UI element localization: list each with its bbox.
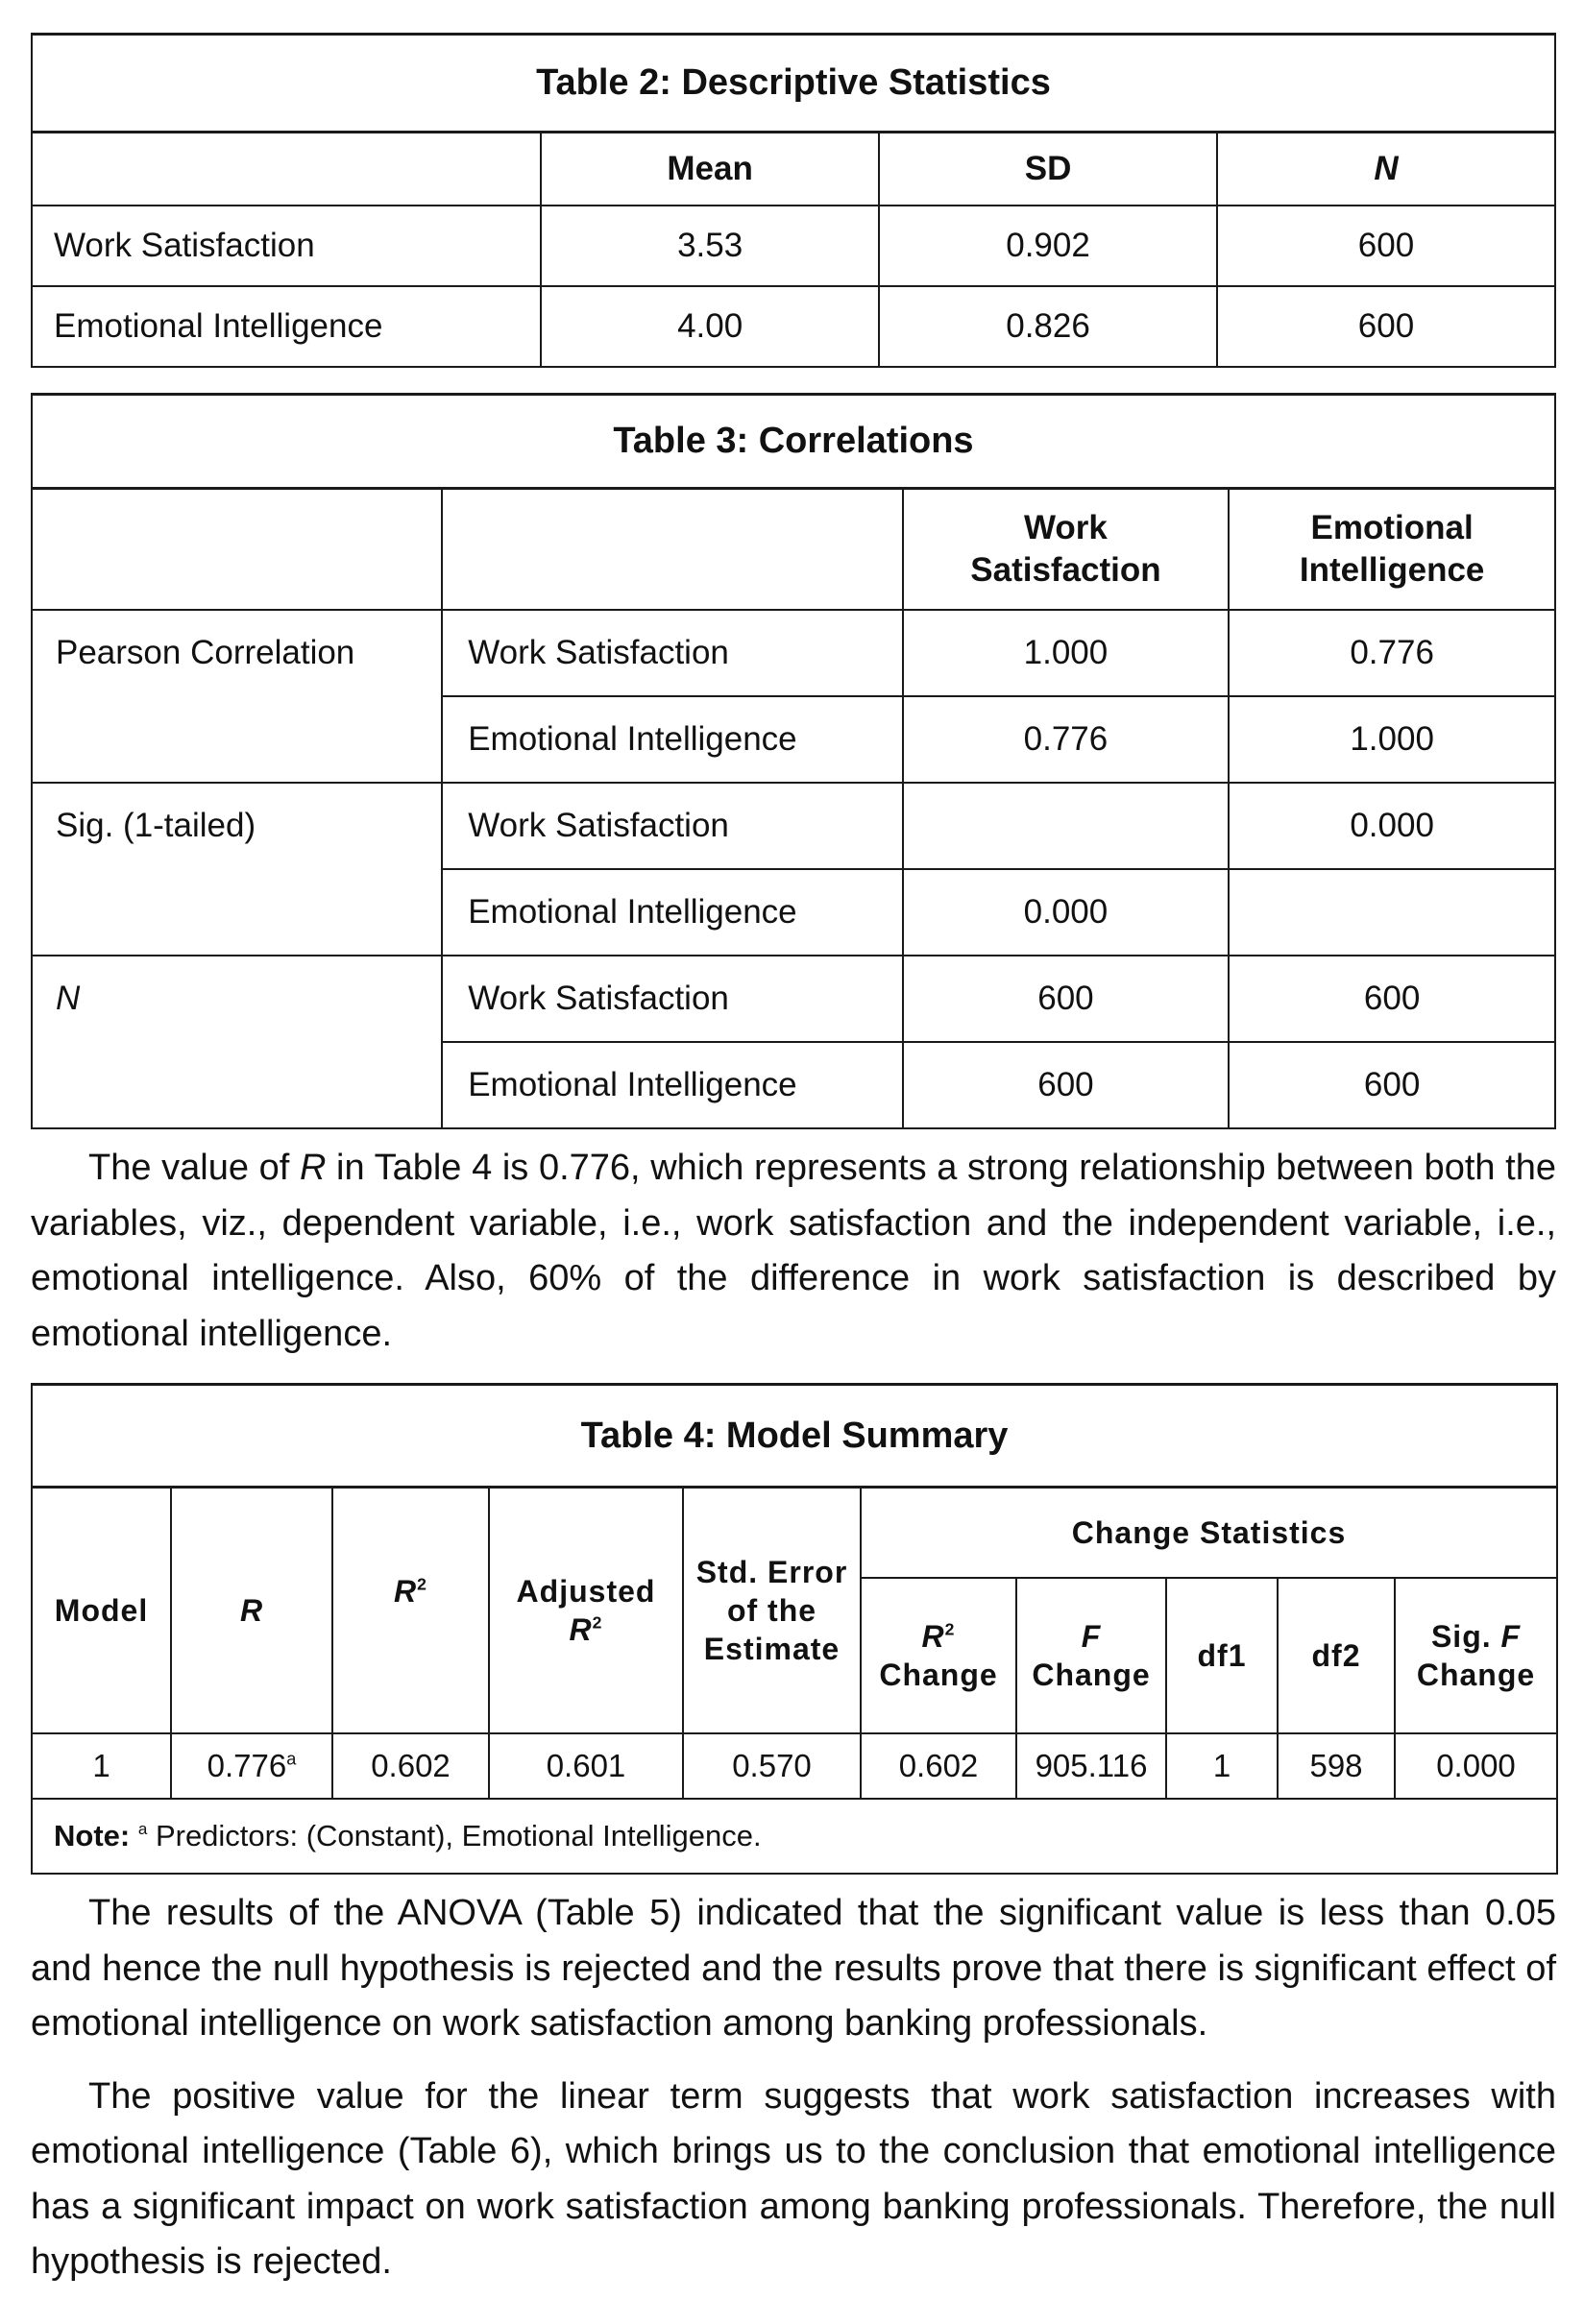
cell-df2: 598: [1278, 1733, 1395, 1799]
body-paragraph: The results of the ANOVA (Table 5) indicated that the significant value is less than 0.05 and hence the null hypothesis is rejected and the results prove that there is significant effect of emotional intelligence on work satisfaction among banking professionals.: [31, 1893, 1556, 2044]
header-line: Change: [1032, 1658, 1151, 1692]
header-line: Sig.: [1430, 1619, 1492, 1654]
cell-sig-f-change: 0.000: [1395, 1733, 1557, 1799]
cell-adjusted-r-squared: 0.601: [489, 1733, 683, 1799]
superscript: 2: [592, 1612, 603, 1633]
superscript: a: [137, 1820, 148, 1839]
row-variable: Emotional Intelligence: [442, 1042, 902, 1128]
document-page: [31, 33, 1556, 2290]
column-header-mean: Mean: [541, 133, 879, 206]
header-line: Emotional: [1310, 509, 1474, 546]
column-header-blank: [32, 133, 541, 206]
header-line: Work: [1024, 509, 1108, 546]
text-run: in Table 4 is 0.776, which represents a strong relationship between both the variables, viz., dependent variable, i.e., work satisfaction and the independent variable, i.e., emotional intelligence. Also, 60% of the difference in work satisfaction is described by emotional intelligence.: [31, 1148, 1556, 1354]
descriptive-statistics-table: [31, 33, 1556, 368]
symbol-f: F: [1500, 1619, 1522, 1654]
header-line: Std. Error: [695, 1555, 848, 1589]
header-line: Adjusted: [516, 1574, 656, 1609]
table-row: [32, 286, 1555, 367]
column-header-blank: [442, 489, 902, 611]
column-header-blank: [32, 489, 442, 611]
group-label-sig: Sig. (1-tailed): [32, 783, 442, 956]
superscript: a: [286, 1749, 297, 1769]
symbol-r: R: [394, 1574, 418, 1609]
table-title: Table 3: Correlations: [32, 395, 1555, 489]
group-label-n: N: [32, 956, 442, 1128]
column-header-r: R: [171, 1488, 332, 1734]
row-label: Work Satisfaction: [32, 206, 541, 286]
header-line: Satisfaction: [970, 551, 1161, 589]
column-header-r-squared: [332, 1488, 489, 1734]
table-title: Table 4: Model Summary: [32, 1385, 1557, 1488]
cell-work-satisfaction: 1.000: [903, 610, 1230, 696]
superscript: 2: [944, 1619, 956, 1639]
column-header-emotional-intelligence: [1229, 489, 1555, 611]
note-text: Predictors: (Constant), Emotional Intelligence.: [147, 1819, 762, 1852]
column-header-adjusted-r-squared: [489, 1488, 683, 1734]
cell-emotional-intelligence: 0.000: [1229, 783, 1555, 869]
cell-mean: 4.00: [541, 286, 879, 367]
header-line: Change: [1416, 1658, 1536, 1692]
row-variable: Work Satisfaction: [442, 783, 902, 869]
correlations-table: [31, 393, 1556, 1129]
cell-std-error: 0.570: [683, 1733, 861, 1799]
row-variable: Work Satisfaction: [442, 956, 902, 1042]
table-note: [32, 1799, 1557, 1874]
table-row: [32, 610, 1555, 696]
column-header-f-change: [1016, 1578, 1166, 1733]
column-header-r-squared-change: [861, 1578, 1016, 1733]
cell-model: 1: [32, 1733, 171, 1799]
header-line: of the: [726, 1593, 817, 1628]
body-paragraph: The positive value for the linear term suggests that work satisfaction increases with emotional intelligence (Table 6), which brings us to the conclusion that emotional intelligence has a significant impact on work satisfaction among banking professionals. Therefore, the null hypothesis is rejected.: [31, 2075, 1556, 2282]
column-header-df1: df1: [1166, 1578, 1278, 1733]
column-header-model: Model: [32, 1488, 171, 1734]
column-header-std-error: [683, 1488, 861, 1734]
note-label: Note:: [54, 1819, 131, 1852]
column-header-sd: SD: [879, 133, 1217, 206]
cell-work-satisfaction: 0.000: [903, 869, 1230, 956]
header-line: Change: [879, 1658, 998, 1692]
table-row: [32, 1733, 1557, 1799]
body-paragraph: [31, 1141, 1556, 1362]
table-title: Table 2: Descriptive Statistics: [32, 35, 1555, 133]
cell-sd: 0.826: [879, 286, 1217, 367]
cell-emotional-intelligence: 600: [1229, 1042, 1555, 1128]
row-variable: Work Satisfaction: [442, 610, 902, 696]
symbol-f: F: [1081, 1619, 1102, 1654]
cell-r: [171, 1733, 332, 1799]
table-row: [32, 206, 1555, 286]
cell-f-change: 905.116: [1016, 1733, 1166, 1799]
column-group-change-statistics: Change Statistics: [861, 1488, 1557, 1579]
row-label: Emotional Intelligence: [32, 286, 541, 367]
row-variable: Emotional Intelligence: [442, 696, 902, 783]
superscript: 2: [417, 1574, 427, 1594]
cell-work-satisfaction: 600: [903, 1042, 1230, 1128]
cell-emotional-intelligence: 600: [1229, 956, 1555, 1042]
cell-emotional-intelligence: 0.776: [1229, 610, 1555, 696]
group-label-pearson: Pearson Correlation: [32, 610, 442, 783]
column-header-sig-f-change: [1395, 1578, 1557, 1733]
header-line: Intelligence: [1299, 551, 1485, 589]
cell-emotional-intelligence: 1.000: [1229, 696, 1555, 783]
symbol-r: R: [921, 1619, 945, 1654]
header-line: Estimate: [703, 1632, 841, 1666]
cell-work-satisfaction: 600: [903, 956, 1230, 1042]
cell-n: 600: [1217, 206, 1555, 286]
cell-emotional-intelligence: [1229, 869, 1555, 956]
column-header-df2: df2: [1278, 1578, 1395, 1733]
cell-work-satisfaction: [903, 783, 1230, 869]
table-row: [32, 956, 1555, 1042]
column-header-n: N: [1217, 133, 1555, 206]
cell-value: 0.776: [207, 1748, 287, 1783]
symbol-r: R: [299, 1148, 327, 1188]
cell-work-satisfaction: 0.776: [903, 696, 1230, 783]
text-run: The value of: [88, 1148, 300, 1188]
cell-sd: 0.902: [879, 206, 1217, 286]
row-variable: Emotional Intelligence: [442, 869, 902, 956]
cell-r-squared: 0.602: [332, 1733, 489, 1799]
cell-df1: 1: [1166, 1733, 1278, 1799]
model-summary-table: [31, 1383, 1558, 1875]
symbol-r: R: [569, 1612, 593, 1647]
table-row: [32, 783, 1555, 869]
cell-n: 600: [1217, 286, 1555, 367]
cell-mean: 3.53: [541, 206, 879, 286]
column-header-work-satisfaction: [903, 489, 1230, 611]
cell-r-squared-change: 0.602: [861, 1733, 1016, 1799]
